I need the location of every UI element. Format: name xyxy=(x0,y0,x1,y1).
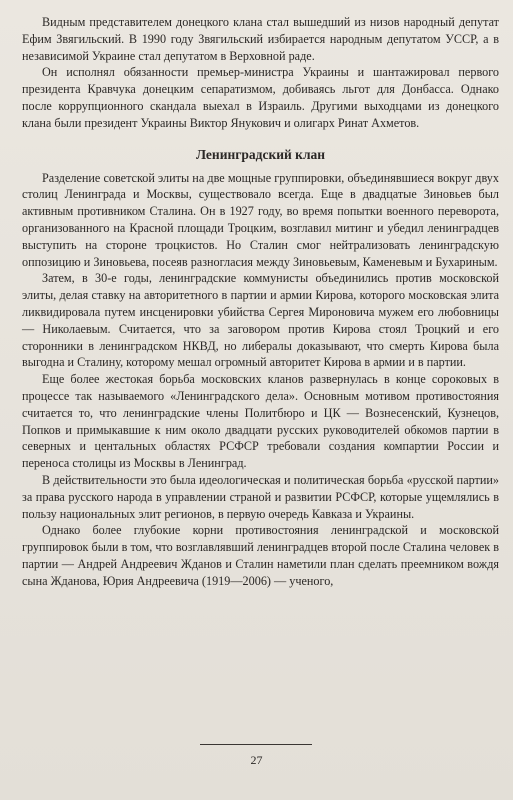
footer-rule xyxy=(200,744,312,745)
section-heading: Ленинградский клан xyxy=(195,146,326,162)
paragraph: Разделение советской элиты на две мощные группировки, объединявшиеся вокруг двух столиц Ленинграда и Москвы, существовало всегда. Еще в двадцатые Зиновьев был активным противником Сталина. Он в 1927 году, во время попытки военного переворота, организованного на Красной площади Троцким, возглавил митинг и убедил ленинградцев выступить на стороне троцкистов. Но Сталин смог нейтрализовать ленинградскую оппозицию и Зиновьева, посеяв разногласия между Зиновьевым, Каменевым и Бухариным. xyxy=(22,170,499,269)
paragraph: Он исполнял обязанности премьер-министра Украины и шантажировал первого президента Кравчука донецким сепаратизмом, добиваясь льгот для Донбасса. Однако после коррупционного скандала выехал в Израиль. Другими выходцами из донецкого клана были президент Украины Виктор Янукович и олигарх Ринат Ахметов. xyxy=(22,65,499,130)
paragraph: Видным представителем донецкого клана стал вышедший из низов народный депутат Ефим Звягильский. В 1990 году Звягильский избирается народным депутатом УССР, а в независимой Украине стал депутатом в Верховной раде. xyxy=(22,15,499,63)
paragraph: Затем, в 30-е годы, ленинградские коммунисты объединились против московской элиты, делая ставку на авторитетного в партии и армии Кирова, которого московская элита ликвидировала путем инсценировки убийства Сергея Мироновича мужем его любовницы — Николаевым. Считается, что за заговором против Кирова стоял Троцкий и его сторонники в ленинградском НКВД, но либералы доказывают, что смерть Кирова была выгодна и Сталину, которому мешал огромный авторитет Кирова в армии и в партии. xyxy=(22,271,499,370)
paragraph: Однако более глубокие корни противостояния ленинградской и московской группировок были в том, что возглавлявший ленинградцев второй после Сталина человек в партии — Андрей Андреевич Жданов и Сталин наметили план сделать преемником вождя сына Жданова, Юрия Андреевича (1919—2006) — ученого, xyxy=(22,523,499,588)
paragraph: В действительности это была идеологическая и политическая борьба «русской партии» за права русского народа в управлении страной и развитии РСФСР, которые ущемлялись в пользу национальных элит регионов, в первую очередь Кавказа и Украины. xyxy=(22,472,499,521)
page-number: 27 xyxy=(250,753,263,767)
paragraph: Еще более жестокая борьба московских кланов развернулась в конце сороковых в процессе так называемого «Ленинградского дела». Основным мотивом противостояния считается то, что ленинградские члены Политбюро и ЦК — Вознесенский, Кузнецов, Попков и примыкавшие к ним около двадцати русских руководителей обкомов партии в северных и центальных областях РСФСР требовали создания компартии России и переноса столицы из Москвы в Ленинград. xyxy=(22,372,499,471)
